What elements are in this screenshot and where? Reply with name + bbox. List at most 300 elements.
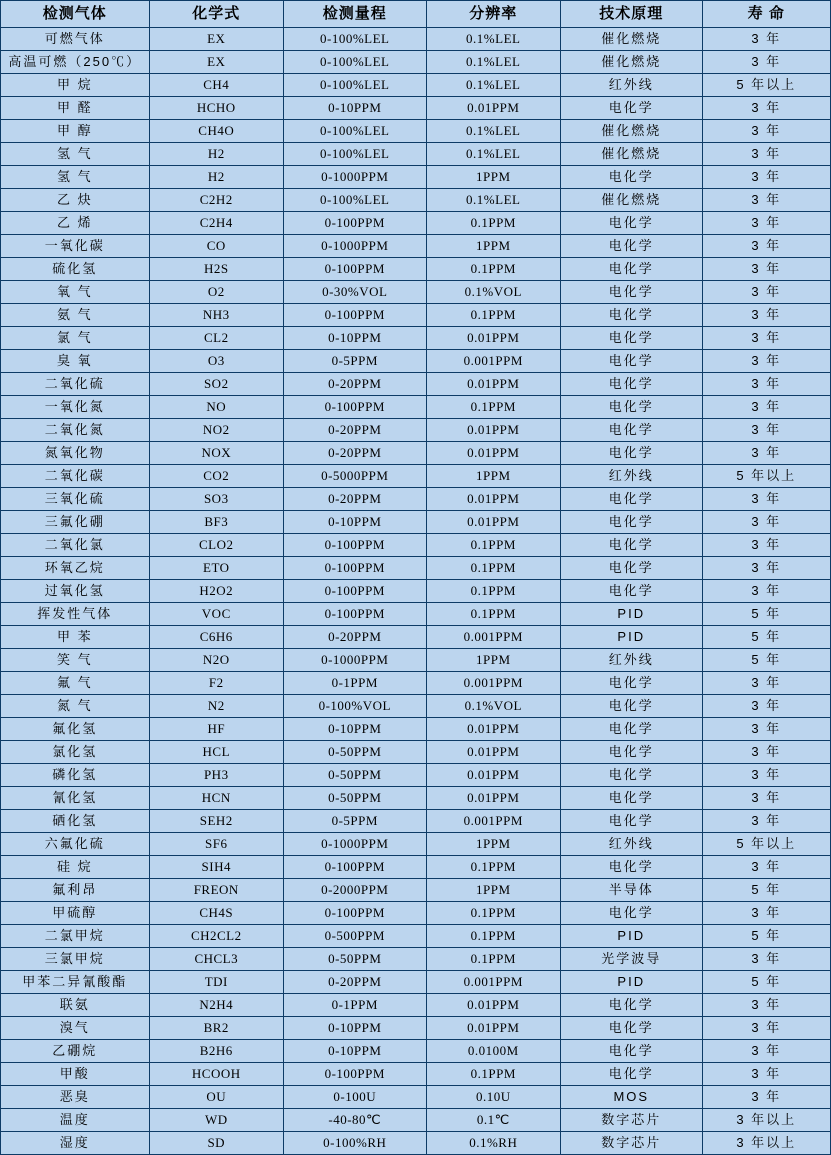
cell-principle: 电化学 xyxy=(561,373,703,396)
cell-principle: PID xyxy=(561,603,703,626)
cell-resolution: 0.01PPM xyxy=(426,1017,560,1040)
cell-resolution: 0.0100M xyxy=(426,1040,560,1063)
table-row xyxy=(1,649,831,672)
cell-principle: 电化学 xyxy=(561,695,703,718)
cell-range: 0-20PPM xyxy=(284,419,427,442)
cell-lifetime: 3 年 xyxy=(702,51,831,74)
cell-lifetime: 3 年 xyxy=(702,212,831,235)
table-row xyxy=(1,994,831,1017)
cell-principle: PID xyxy=(561,925,703,948)
cell-formula: SF6 xyxy=(149,833,283,856)
cell-resolution: 0.001PPM xyxy=(426,971,560,994)
table-row xyxy=(1,97,831,120)
cell-resolution: 0.1PPM xyxy=(426,902,560,925)
cell-lifetime: 3 年 xyxy=(702,235,831,258)
cell-resolution: 0.01PPM xyxy=(426,442,560,465)
cell-formula: SD xyxy=(149,1132,283,1155)
cell-resolution: 0.001PPM xyxy=(426,810,560,833)
table-row xyxy=(1,626,831,649)
cell-lifetime: 3 年 xyxy=(702,1017,831,1040)
cell-lifetime: 3 年 xyxy=(702,166,831,189)
cell-resolution: 1PPM xyxy=(426,235,560,258)
cell-gas: 二氧化碳 xyxy=(1,465,150,488)
cell-range: 0-100PPM xyxy=(284,304,427,327)
table-row xyxy=(1,810,831,833)
cell-gas: 甲 苯 xyxy=(1,626,150,649)
cell-range: 0-10PPM xyxy=(284,1017,427,1040)
cell-gas: 溴气 xyxy=(1,1017,150,1040)
cell-gas: 氟利昂 xyxy=(1,879,150,902)
cell-gas: 甲硫醇 xyxy=(1,902,150,925)
cell-gas: 甲 醛 xyxy=(1,97,150,120)
table-row xyxy=(1,603,831,626)
cell-principle: 催化燃烧 xyxy=(561,120,703,143)
cell-formula: B2H6 xyxy=(149,1040,283,1063)
table-row xyxy=(1,419,831,442)
cell-gas: 可燃气体 xyxy=(1,28,150,51)
cell-range: 0-100%LEL xyxy=(284,143,427,166)
cell-lifetime: 3 年 xyxy=(702,442,831,465)
cell-lifetime: 3 年 xyxy=(702,580,831,603)
cell-range: 0-100PPM xyxy=(284,856,427,879)
cell-principle: 电化学 xyxy=(561,488,703,511)
cell-formula: N2H4 xyxy=(149,994,283,1017)
table-row xyxy=(1,902,831,925)
cell-range: 0-100%LEL xyxy=(284,189,427,212)
cell-range: 0-50PPM xyxy=(284,787,427,810)
cell-lifetime: 3 年 xyxy=(702,327,831,350)
cell-formula: PH3 xyxy=(149,764,283,787)
table-row xyxy=(1,1132,831,1155)
cell-resolution: 0.01PPM xyxy=(426,741,560,764)
table-row xyxy=(1,373,831,396)
cell-resolution: 0.1PPM xyxy=(426,1063,560,1086)
cell-principle: 数字芯片 xyxy=(561,1109,703,1132)
cell-formula: CO xyxy=(149,235,283,258)
cell-lifetime: 3 年 xyxy=(702,373,831,396)
cell-formula: CHCL3 xyxy=(149,948,283,971)
cell-formula: HCN xyxy=(149,787,283,810)
cell-resolution: 0.1PPM xyxy=(426,534,560,557)
cell-lifetime: 3 年以上 xyxy=(702,1109,831,1132)
table-row xyxy=(1,1040,831,1063)
table-row xyxy=(1,925,831,948)
cell-lifetime: 3 年 xyxy=(702,1063,831,1086)
cell-lifetime: 3 年 xyxy=(702,557,831,580)
cell-resolution: 0.1PPM xyxy=(426,603,560,626)
cell-formula: NH3 xyxy=(149,304,283,327)
cell-gas: 乙 烯 xyxy=(1,212,150,235)
cell-resolution: 0.1PPM xyxy=(426,304,560,327)
cell-formula: C2H4 xyxy=(149,212,283,235)
cell-range: 0-1PPM xyxy=(284,994,427,1017)
table-row xyxy=(1,212,831,235)
cell-lifetime: 3 年 xyxy=(702,810,831,833)
table-row xyxy=(1,235,831,258)
cell-resolution: 0.1%LEL xyxy=(426,28,560,51)
cell-gas: 甲 烷 xyxy=(1,74,150,97)
cell-principle: 半导体 xyxy=(561,879,703,902)
cell-formula: H2S xyxy=(149,258,283,281)
cell-formula: VOC xyxy=(149,603,283,626)
cell-resolution: 1PPM xyxy=(426,833,560,856)
table-row xyxy=(1,396,831,419)
cell-gas: 氧 气 xyxy=(1,281,150,304)
cell-lifetime: 5 年 xyxy=(702,649,831,672)
cell-resolution: 0.1PPM xyxy=(426,925,560,948)
cell-range: 0-100%RH xyxy=(284,1132,427,1155)
table-row xyxy=(1,534,831,557)
cell-range: 0-50PPM xyxy=(284,948,427,971)
cell-formula: SO3 xyxy=(149,488,283,511)
cell-lifetime: 5 年 xyxy=(702,626,831,649)
cell-resolution: 0.01PPM xyxy=(426,511,560,534)
cell-range: 0-50PPM xyxy=(284,764,427,787)
cell-principle: 电化学 xyxy=(561,281,703,304)
cell-principle: 红外线 xyxy=(561,649,703,672)
cell-range: 0-1000PPM xyxy=(284,235,427,258)
cell-range: 0-2000PPM xyxy=(284,879,427,902)
cell-lifetime: 5 年以上 xyxy=(702,465,831,488)
table-row xyxy=(1,787,831,810)
cell-formula: NOX xyxy=(149,442,283,465)
cell-principle: 数字芯片 xyxy=(561,1132,703,1155)
cell-formula: EX xyxy=(149,51,283,74)
cell-range: 0-100%LEL xyxy=(284,28,427,51)
cell-principle: 电化学 xyxy=(561,235,703,258)
cell-lifetime: 3 年 xyxy=(702,304,831,327)
cell-resolution: 0.1PPM xyxy=(426,580,560,603)
cell-principle: 电化学 xyxy=(561,511,703,534)
cell-formula: C6H6 xyxy=(149,626,283,649)
cell-formula: HF xyxy=(149,718,283,741)
table-row xyxy=(1,718,831,741)
cell-range: 0-100PPM xyxy=(284,580,427,603)
cell-range: 0-100U xyxy=(284,1086,427,1109)
cell-lifetime: 3 年 xyxy=(702,764,831,787)
cell-range: 0-20PPM xyxy=(284,626,427,649)
cell-resolution: 0.1PPM xyxy=(426,948,560,971)
cell-gas: 三氟化硼 xyxy=(1,511,150,534)
cell-range: 0-100PPM xyxy=(284,534,427,557)
column-header-range: 检测量程 xyxy=(284,1,427,28)
cell-gas: 甲 醇 xyxy=(1,120,150,143)
table-row xyxy=(1,465,831,488)
table-row xyxy=(1,74,831,97)
cell-resolution: 0.1%LEL xyxy=(426,74,560,97)
cell-resolution: 0.001PPM xyxy=(426,350,560,373)
cell-range: 0-5000PPM xyxy=(284,465,427,488)
cell-range: 0-100PPM xyxy=(284,1063,427,1086)
cell-lifetime: 3 年 xyxy=(702,856,831,879)
cell-formula: SO2 xyxy=(149,373,283,396)
table-row xyxy=(1,143,831,166)
cell-range: 0-10PPM xyxy=(284,511,427,534)
cell-range: 0-100PPM xyxy=(284,212,427,235)
cell-lifetime: 3 年 xyxy=(702,741,831,764)
table-row xyxy=(1,511,831,534)
cell-lifetime: 5 年 xyxy=(702,925,831,948)
cell-resolution: 0.01PPM xyxy=(426,97,560,120)
cell-principle: 电化学 xyxy=(561,258,703,281)
cell-lifetime: 5 年 xyxy=(702,971,831,994)
cell-range: 0-20PPM xyxy=(284,442,427,465)
cell-gas: 氮氧化物 xyxy=(1,442,150,465)
cell-resolution: 0.1PPM xyxy=(426,557,560,580)
table-row xyxy=(1,833,831,856)
cell-gas: 硅 烷 xyxy=(1,856,150,879)
cell-gas: 六氟化硫 xyxy=(1,833,150,856)
cell-principle: 电化学 xyxy=(561,350,703,373)
cell-resolution: 0.1%RH xyxy=(426,1132,560,1155)
cell-range: 0-10PPM xyxy=(284,718,427,741)
cell-gas: 笑 气 xyxy=(1,649,150,672)
cell-formula: CH4 xyxy=(149,74,283,97)
cell-resolution: 0.1PPM xyxy=(426,258,560,281)
table-row xyxy=(1,281,831,304)
cell-range: 0-1PPM xyxy=(284,672,427,695)
table-row xyxy=(1,741,831,764)
table-row xyxy=(1,304,831,327)
cell-principle: 催化燃烧 xyxy=(561,189,703,212)
cell-principle: 光学波导 xyxy=(561,948,703,971)
cell-formula: WD xyxy=(149,1109,283,1132)
cell-lifetime: 3 年 xyxy=(702,718,831,741)
cell-resolution: 0.01PPM xyxy=(426,419,560,442)
cell-gas: 氰化氢 xyxy=(1,787,150,810)
table-row xyxy=(1,1017,831,1040)
table-row xyxy=(1,879,831,902)
cell-principle: 电化学 xyxy=(561,327,703,350)
cell-principle: 电化学 xyxy=(561,764,703,787)
cell-principle: PID xyxy=(561,626,703,649)
cell-formula: CH2CL2 xyxy=(149,925,283,948)
cell-range: 0-1000PPM xyxy=(284,649,427,672)
cell-lifetime: 3 年 xyxy=(702,695,831,718)
cell-range: 0-100PPM xyxy=(284,902,427,925)
column-header-principle: 技术原理 xyxy=(561,1,703,28)
cell-formula: CL2 xyxy=(149,327,283,350)
cell-gas: 硫化氢 xyxy=(1,258,150,281)
cell-gas: 高温可燃（250℃） xyxy=(1,51,150,74)
cell-range: 0-10PPM xyxy=(284,1040,427,1063)
cell-resolution: 0.01PPM xyxy=(426,488,560,511)
table-row xyxy=(1,120,831,143)
cell-principle: 电化学 xyxy=(561,1040,703,1063)
cell-principle: 电化学 xyxy=(561,580,703,603)
cell-range: 0-100PPM xyxy=(284,557,427,580)
cell-formula: N2 xyxy=(149,695,283,718)
cell-lifetime: 3 年 xyxy=(702,511,831,534)
table-row xyxy=(1,442,831,465)
column-header-formula: 化学式 xyxy=(149,1,283,28)
cell-resolution: 0.1%VOL xyxy=(426,695,560,718)
cell-principle: 电化学 xyxy=(561,534,703,557)
table-row xyxy=(1,258,831,281)
cell-principle: 电化学 xyxy=(561,166,703,189)
cell-range: 0-100PPM xyxy=(284,603,427,626)
cell-principle: MOS xyxy=(561,1086,703,1109)
cell-resolution: 0.1%VOL xyxy=(426,281,560,304)
cell-principle: 电化学 xyxy=(561,902,703,925)
cell-principle: 电化学 xyxy=(561,787,703,810)
cell-formula: CO2 xyxy=(149,465,283,488)
cell-range: 0-20PPM xyxy=(284,488,427,511)
cell-resolution: 0.1PPM xyxy=(426,212,560,235)
cell-gas: 氨 气 xyxy=(1,304,150,327)
table-row xyxy=(1,764,831,787)
cell-formula: N2O xyxy=(149,649,283,672)
table-row xyxy=(1,856,831,879)
cell-gas: 氟 气 xyxy=(1,672,150,695)
table-row xyxy=(1,695,831,718)
cell-gas: 挥发性气体 xyxy=(1,603,150,626)
cell-resolution: 0.01PPM xyxy=(426,787,560,810)
cell-formula: EX xyxy=(149,28,283,51)
column-header-lifetime: 寿 命 xyxy=(702,1,831,28)
table-row xyxy=(1,327,831,350)
cell-lifetime: 5 年以上 xyxy=(702,74,831,97)
cell-formula: H2O2 xyxy=(149,580,283,603)
cell-lifetime: 3 年 xyxy=(702,1040,831,1063)
table-row xyxy=(1,580,831,603)
cell-formula: CLO2 xyxy=(149,534,283,557)
cell-resolution: 0.01PPM xyxy=(426,327,560,350)
cell-principle: 电化学 xyxy=(561,97,703,120)
cell-principle: 电化学 xyxy=(561,1017,703,1040)
cell-formula: NO2 xyxy=(149,419,283,442)
cell-resolution: 1PPM xyxy=(426,465,560,488)
cell-lifetime: 3 年 xyxy=(702,488,831,511)
cell-lifetime: 3 年 xyxy=(702,396,831,419)
cell-resolution: 0.1℃ xyxy=(426,1109,560,1132)
cell-resolution: 0.1%LEL xyxy=(426,143,560,166)
cell-resolution: 0.1%LEL xyxy=(426,120,560,143)
cell-formula: C2H2 xyxy=(149,189,283,212)
cell-range: 0-10PPM xyxy=(284,97,427,120)
cell-lifetime: 3 年 xyxy=(702,994,831,1017)
cell-formula: CH4O xyxy=(149,120,283,143)
cell-resolution: 0.1%LEL xyxy=(426,189,560,212)
column-header-gas: 检测气体 xyxy=(1,1,150,28)
cell-lifetime: 3 年 xyxy=(702,1086,831,1109)
cell-resolution: 0.001PPM xyxy=(426,626,560,649)
cell-formula: FREON xyxy=(149,879,283,902)
cell-lifetime: 3 年 xyxy=(702,419,831,442)
cell-gas: 二氧化硫 xyxy=(1,373,150,396)
cell-principle: 电化学 xyxy=(561,994,703,1017)
cell-gas: 湿度 xyxy=(1,1132,150,1155)
table-row xyxy=(1,51,831,74)
cell-formula: O2 xyxy=(149,281,283,304)
cell-lifetime: 3 年 xyxy=(702,120,831,143)
cell-formula: CH4S xyxy=(149,902,283,925)
cell-gas: 三氯甲烷 xyxy=(1,948,150,971)
cell-lifetime: 3 年 xyxy=(702,350,831,373)
cell-resolution: 0.1%LEL xyxy=(426,51,560,74)
cell-gas: 二氯甲烷 xyxy=(1,925,150,948)
cell-formula: NO xyxy=(149,396,283,419)
cell-resolution: 0.01PPM xyxy=(426,373,560,396)
cell-lifetime: 3 年 xyxy=(702,258,831,281)
cell-formula: TDI xyxy=(149,971,283,994)
cell-gas: 氢 气 xyxy=(1,143,150,166)
cell-formula: SEH2 xyxy=(149,810,283,833)
cell-gas: 二氧化氮 xyxy=(1,419,150,442)
cell-range: 0-100%LEL xyxy=(284,51,427,74)
table-row xyxy=(1,948,831,971)
cell-gas: 甲苯二异氰酸酯 xyxy=(1,971,150,994)
cell-resolution: 0.10U xyxy=(426,1086,560,1109)
cell-principle: 催化燃烧 xyxy=(561,28,703,51)
table-row xyxy=(1,488,831,511)
table-row xyxy=(1,166,831,189)
cell-lifetime: 3 年 xyxy=(702,948,831,971)
cell-lifetime: 5 年以上 xyxy=(702,833,831,856)
cell-gas: 恶臭 xyxy=(1,1086,150,1109)
cell-lifetime: 3 年 xyxy=(702,534,831,557)
cell-formula: HCOOH xyxy=(149,1063,283,1086)
cell-resolution: 1PPM xyxy=(426,649,560,672)
cell-range: 0-1000PPM xyxy=(284,833,427,856)
cell-formula: O3 xyxy=(149,350,283,373)
column-header-resolution: 分辨率 xyxy=(426,1,560,28)
cell-principle: 红外线 xyxy=(561,465,703,488)
cell-range: 0-100%LEL xyxy=(284,74,427,97)
cell-principle: 电化学 xyxy=(561,810,703,833)
cell-gas: 过氧化氢 xyxy=(1,580,150,603)
cell-lifetime: 3 年 xyxy=(702,143,831,166)
table-row xyxy=(1,557,831,580)
cell-principle: 电化学 xyxy=(561,1063,703,1086)
cell-formula: BR2 xyxy=(149,1017,283,1040)
cell-lifetime: 3 年 xyxy=(702,28,831,51)
cell-principle: 电化学 xyxy=(561,419,703,442)
cell-gas: 一氧化氮 xyxy=(1,396,150,419)
cell-principle: 电化学 xyxy=(561,741,703,764)
cell-formula: BF3 xyxy=(149,511,283,534)
cell-formula: H2 xyxy=(149,166,283,189)
cell-lifetime: 3 年 xyxy=(702,672,831,695)
cell-formula: HCL xyxy=(149,741,283,764)
cell-principle: 催化燃烧 xyxy=(561,51,703,74)
cell-gas: 乙 炔 xyxy=(1,189,150,212)
cell-gas: 氮 气 xyxy=(1,695,150,718)
cell-lifetime: 5 年 xyxy=(702,603,831,626)
cell-range: 0-10PPM xyxy=(284,327,427,350)
cell-gas: 臭 氧 xyxy=(1,350,150,373)
cell-formula: H2 xyxy=(149,143,283,166)
cell-gas: 三氧化硫 xyxy=(1,488,150,511)
cell-range: 0-20PPM xyxy=(284,373,427,396)
cell-lifetime: 3 年 xyxy=(702,787,831,810)
cell-gas: 二氧化氯 xyxy=(1,534,150,557)
cell-lifetime: 3 年 xyxy=(702,97,831,120)
cell-range: 0-100%LEL xyxy=(284,120,427,143)
cell-range: 0-100%VOL xyxy=(284,695,427,718)
cell-formula: SIH4 xyxy=(149,856,283,879)
table-row xyxy=(1,971,831,994)
cell-range: 0-500PPM xyxy=(284,925,427,948)
table-row xyxy=(1,28,831,51)
cell-resolution: 0.1PPM xyxy=(426,856,560,879)
cell-formula: HCHO xyxy=(149,97,283,120)
cell-resolution: 1PPM xyxy=(426,879,560,902)
cell-lifetime: 3 年 xyxy=(702,281,831,304)
cell-range: 0-20PPM xyxy=(284,971,427,994)
cell-principle: PID xyxy=(561,971,703,994)
cell-range: 0-50PPM xyxy=(284,741,427,764)
